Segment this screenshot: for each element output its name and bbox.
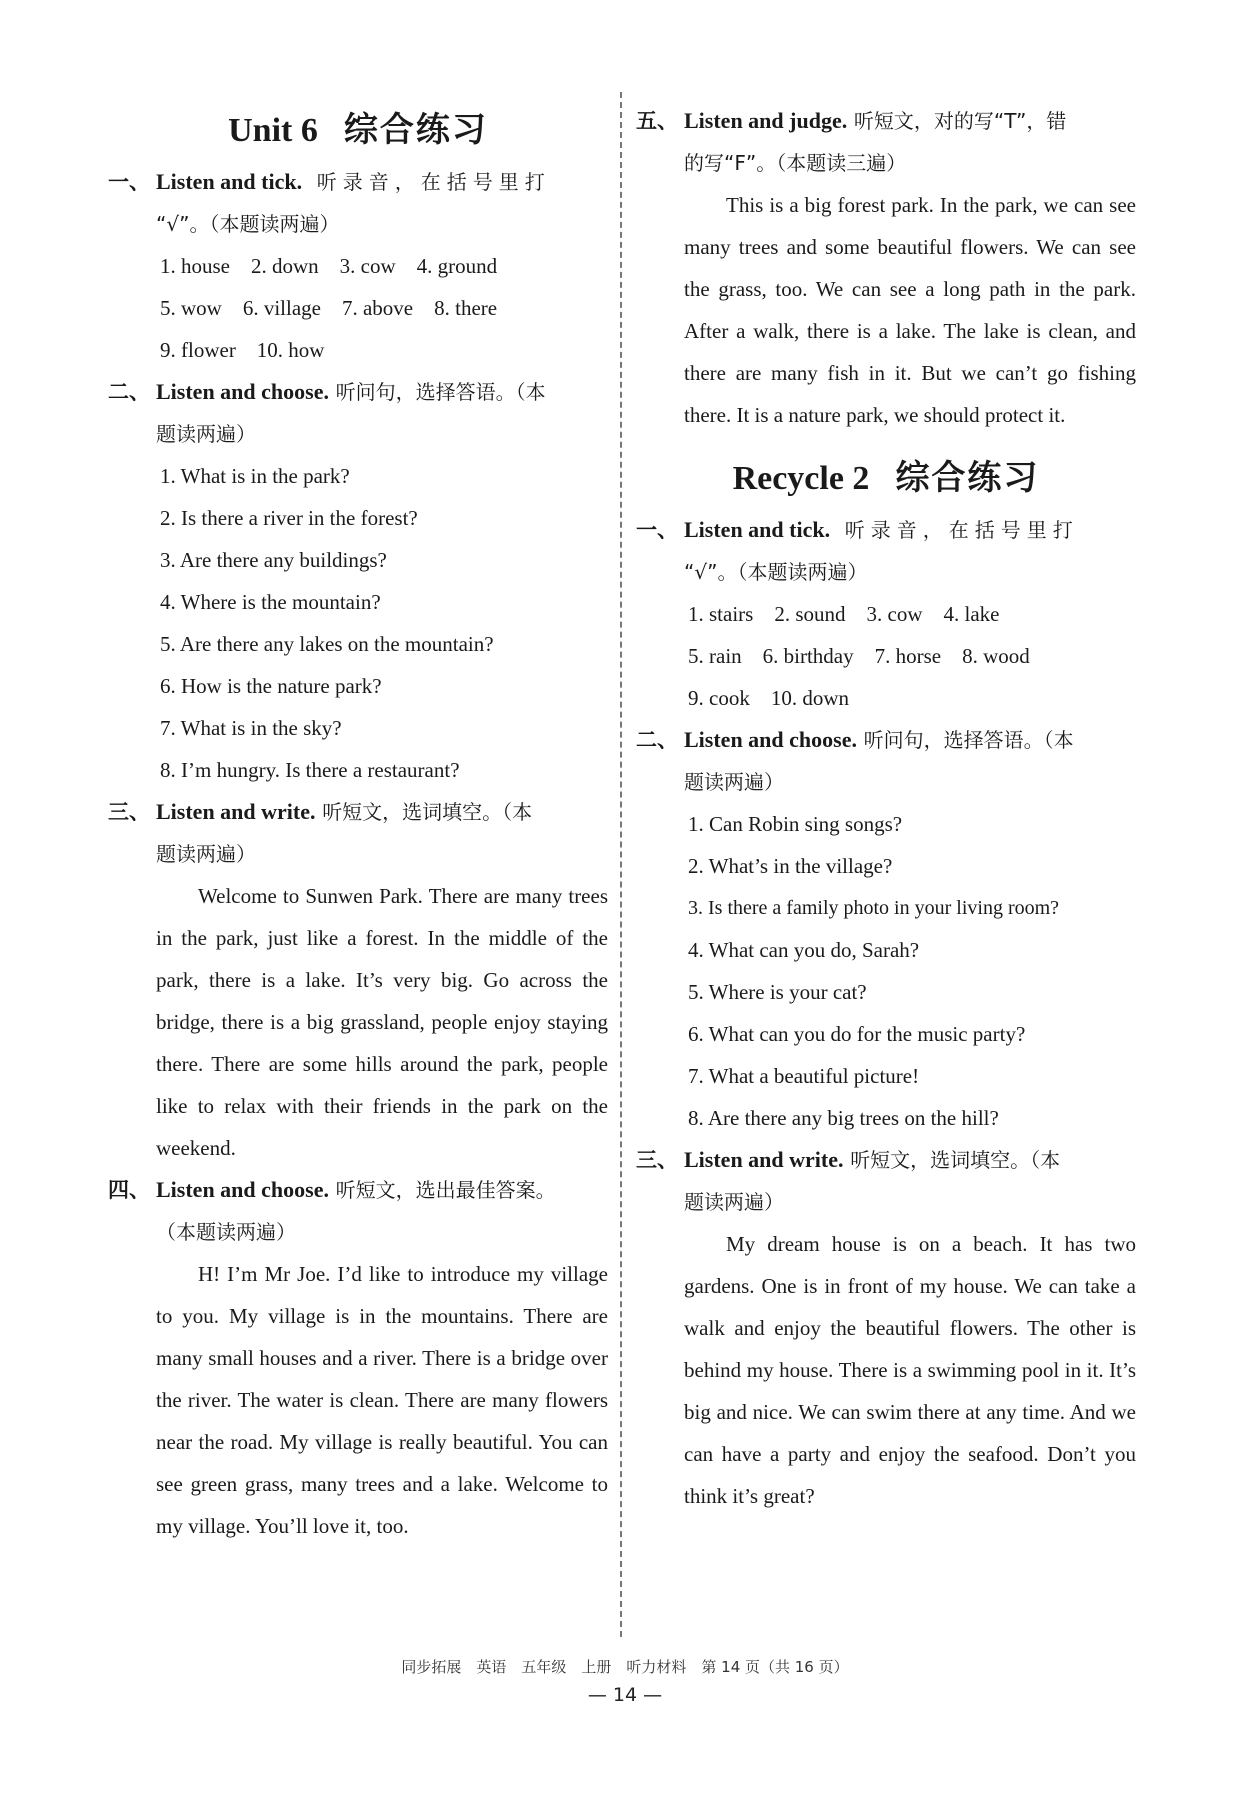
question-list <box>108 455 608 791</box>
passage: Welcome to Sunwen Park. There are many trees in the park, just like a forest. In the middle of the park, there is a lake. It’s very big. Go across the bridge, there is a big grassland, people enjoy staying there. There are some hills around the park, people like to relax with their friends in the park on the weekend. <box>156 884 608 1160</box>
unit6-section-3: 三、 Listen and write. 听短文，选词填空。（本 题读两遍） Welcome to Sunwen Park. There are many trees in the park, just like a forest. In the middle of the park, there is a lake. It’s very big. Go across the bridge, there is a big grassland, people enjoy staying there. There are some hills around the park, people like to relax with their friends in the park on the weekend. <box>108 791 608 1169</box>
section-heading: 四、 Listen and choose. 听短文，选出最佳答案。 <box>108 1177 556 1202</box>
question: 5. Where is your cat? <box>688 980 867 1004</box>
column-divider <box>620 92 622 1637</box>
word-list: 1. stairs 2. sound 3. cow 4. lake <box>688 602 1000 626</box>
section-heading: 一、 Listen and tick. 听录音，在括号里打 <box>108 169 551 194</box>
question-list <box>636 803 1136 1139</box>
question: 7. What is in the sky? <box>160 716 342 740</box>
unit6-section-2: 二、 Listen and choose. 听问句，选择答语。（本 题读两遍） 1. What is in the park? 2. Is there a river in the forest? 3. Are there any buildings? 4. Where is the mountain? 5. Are there any lakes on the mountain? 6. How is the nature park? 7. What is in the sky? 8. I’m hungry. Is there a restaurant? <box>108 371 608 791</box>
section-heading: 三、 Listen and write. 听短文，选词填空。（本 <box>108 799 533 824</box>
question: 1. What is in the park? <box>160 464 350 488</box>
passage: H! I’m Mr Joe. I’d like to introduce my village to you. My village is in the mountains. There are many small houses and a river. There is a bridge over the river. The water is clean. There are many flowers near the road. My village is really beautiful. You can see green grass, many trees and a lake. Welcome to my village. You’ll love it, too. <box>156 1262 608 1538</box>
section-heading: 五、 Listen and judge. 听短文，对的写“T”，错 <box>636 108 1067 133</box>
passage: This is a big forest park. In the park, we can see many trees and some beautiful flowers. We can see the grass, too. We can see a long path in the park. After a walk, there is a lake. The lake is clean, and there are many fish in it. But we can’t go fishing there. It is a nature park, we should protect it. <box>684 193 1136 427</box>
question: 7. What a beautiful picture! <box>688 1064 920 1088</box>
passage: My dream house is on a beach. It has two gardens. One is in front of my house. We can take a walk and enjoy the beautiful flowers. The other is behind my house. There is a swimming pool in it. It’s big and nice. We can swim there at any time. And we can have a party and enjoy the seafood. Don’t you think it’s great? <box>684 1232 1136 1508</box>
page-number: — 14 — <box>587 1684 663 1706</box>
word-list: 5. rain 6. birthday 7. horse 8. wood <box>688 644 1030 668</box>
section-heading: 一、 Listen and tick. 听录音，在括号里打 <box>636 517 1079 542</box>
word-list: 9. cook 10. down <box>688 686 849 710</box>
right-column <box>636 100 1136 1517</box>
section-heading: 三、 Listen and write. 听短文，选词填空。（本 <box>636 1147 1061 1172</box>
recycle2-title: Recycle 2 综合练习 <box>732 458 1040 498</box>
recycle2-section-1: 一、 Listen and tick. 听录音，在括号里打 “√”。（本题读两遍） 1. stairs 2. sound 3. cow 4. lake 5. rain 6. birthday 7. horse 8. wood 9. cook 10. down <box>636 509 1136 719</box>
word-list: 1. house 2. down 3. cow 4. ground <box>160 254 498 278</box>
question: 2. Is there a river in the forest? <box>160 506 418 530</box>
section-heading: 二、 Listen and choose. 听问句，选择答语。（本 <box>108 379 546 404</box>
section-heading: 二、 Listen and choose. 听问句，选择答语。（本 <box>636 727 1074 752</box>
recycle2-section-2: 二、 Listen and choose. 听问句，选择答语。（本 题读两遍） 1. Can Robin sing songs? 2. What’s in the village? 3. Is there a family photo in your living room? 4. What can you do, Sarah? 5. Where is your cat? 6. What can you do for the music party? 7. What a beautiful picture! 8. Are there any big trees on the hill? <box>636 719 1136 1139</box>
question: 4. What can you do, Sarah? <box>688 938 920 962</box>
question: 2. What’s in the village? <box>688 854 893 878</box>
unit6-section-1: 一、 Listen and tick. 听录音，在括号里打 “√”。（本题读两遍） 1. house 2. down 3. cow 4. ground 5. wow 6. village 7. above 8. there 9. flower 10. how <box>108 161 608 371</box>
unit6-title: Unit 6 综合练习 <box>228 110 488 150</box>
question: 3. Is there a family photo in your living room? <box>688 897 1060 919</box>
question: 4. Where is the mountain? <box>160 590 381 614</box>
question: 3. Are there any buildings? <box>160 548 387 572</box>
page-footer: 同步拓展 英语 五年级 上册 听力材料 第 14 页（共 16 页） <box>401 1658 849 1676</box>
left-column <box>108 100 608 1547</box>
question: 8. Are there any big trees on the hill? <box>688 1106 999 1130</box>
word-list: 9. flower 10. how <box>160 338 325 362</box>
question: 5. Are there any lakes on the mountain? <box>160 632 494 656</box>
word-list: 5. wow 6. village 7. above 8. there <box>160 296 498 320</box>
question: 6. How is the nature park? <box>160 674 382 698</box>
question: 8. I’m hungry. Is there a restaurant? <box>160 758 460 782</box>
question: 1. Can Robin sing songs? <box>688 812 903 836</box>
unit6-section-4: 四、 Listen and choose. 听短文，选出最佳答案。 （本题读两遍） H! I’m Mr Joe. I’d like to introduce my village to you. My village is in the mountains. There are many small houses and a river. There is a bridge over the river. The water is clean. There are many flowers near the road. My village is really beautiful. You can see green grass, many trees and a lake. Welcome to my village. You’ll love it, too. <box>108 1169 608 1547</box>
question: 6. What can you do for the music party? <box>688 1022 1026 1046</box>
recycle2-section-3: 三、 Listen and write. 听短文，选词填空。（本 题读两遍） My dream house is on a beach. It has two gardens. One is in front of my house. We can take a walk and enjoy the beautiful flowers. The other is behind my house. There is a swimming pool in it. It’s big and nice. We can swim there at any time. And we can have a party and enjoy the seafood. Don’t you think it’s great? <box>636 1139 1136 1517</box>
unit6-section-5: 五、 Listen and judge. 听短文，对的写“T”，错 的写“F”。（本题读三遍） This is a big forest park. In the park, we can see many trees and some beautiful flowers. We can see the grass, too. We can see a long path in the park. After a walk, there is a lake. The lake is clean, and there are many fish in it. But we can’t go fishing there. It is a nature park, we should protect it. <box>636 100 1136 436</box>
